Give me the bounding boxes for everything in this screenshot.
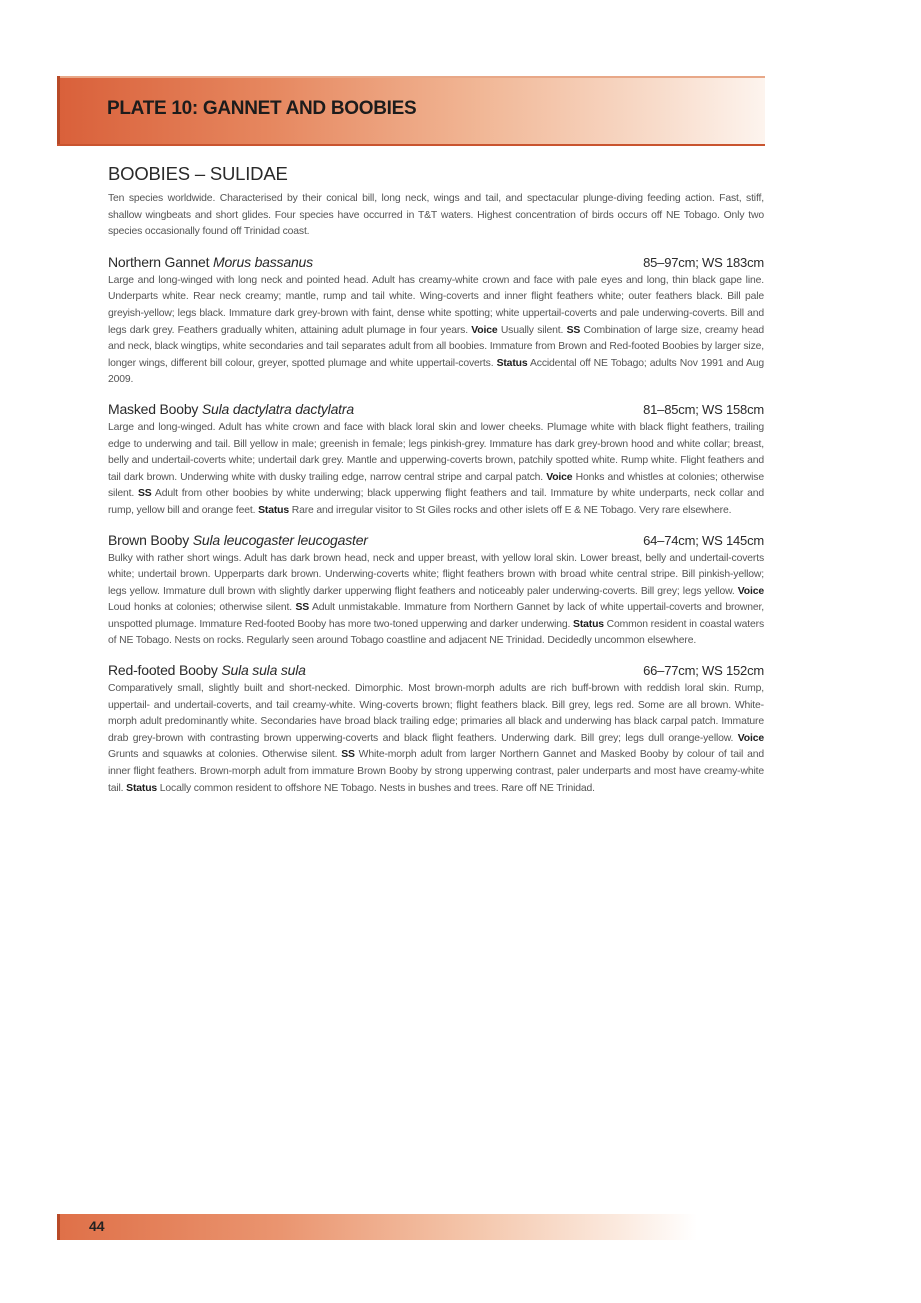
status-text: Rare and irregular visitor to St Giles rocks and other islets off E & NE Tobago. Very rare elsewhere.	[291, 504, 732, 516]
species-entry-red-footed-booby	[108, 662, 764, 797]
status-text: Accidental off NE Tobago; adults Nov 1991 and Aug 2009.	[108, 357, 764, 386]
banner-left-edge	[57, 76, 60, 146]
voice-text: Loud honks at colonies; otherwise silent.	[108, 602, 293, 614]
ss-text: White-morph adult from larger Northern Gannet and Masked Booby by colour of tail and inner flight feathers. Brown-morph adult from immature Brown Booby by strong upperwing contrast, paler underparts and most have creamy-white tail.	[108, 749, 764, 794]
description-text: Comparatively small, slightly built and short-necked. Dimorphic. Most brown-morph adults are rich buff-brown with reddish loral skin. Rump, uppertail- and undertail-coverts, and tail creamy-white. Wing-coverts brown; flight feathers black. Bill grey, legs red. Some are all brown. White-morph adult predominantly white. Secondaries have broad black trailing edge; primaries all black and underwing has black carpal patch. Immature drab grey-brown with contrasting brown upperwing-coverts and black flight feathers. Underwing dark. Bill grey; legs dull orange-yellow.	[108, 683, 764, 744]
common-name: Masked Booby	[108, 400, 199, 417]
description-text: Large and long-winged with long neck and pointed head. Adult has creamy-white crown and face with pale eyes and long, thin black gape line. Underparts white. Rear neck creamy; mantle, rump and tail white. Wing-coverts and inner flight feathers white; outer feathers black. Bill pale greyish-yellow; legs black. Immature dark grey-brown with faint, dense white spotting; white uppertail-coverts and pale underwing-coverts. Bill and legs dark grey. Feathers gradually whiten, attaining adult plumage in four years.	[108, 274, 764, 336]
scientific-name: Sula leucogaster leucogaster	[192, 531, 368, 548]
species-heading	[108, 401, 764, 417]
scientific-name: Morus bassanus	[213, 253, 313, 270]
species-heading	[108, 662, 764, 678]
common-name: Red-footed Booby	[108, 662, 218, 679]
banner-bottom-rule	[57, 144, 765, 146]
species-heading	[108, 254, 764, 270]
banner-top-rule	[57, 76, 765, 78]
family-title: BOOBIES – SULIDAE	[108, 163, 288, 184]
species-entry-brown-booby	[108, 532, 764, 651]
common-name: Northern Gannet	[108, 253, 210, 270]
description-text: Bulky with rather short wings. Adult has dark brown head, neck and upper breast, with yellow loral skin. Lower breast, belly and undertail-coverts white; undertail brown. Upperparts dark brown. Underwing-coverts white; flight feathers brown with broad white central stripe. Bill pinkish-yellow; legs yellow. Immature dull brown with slightly darker upperwing flight feathers and noticeably paler underwing-coverts. Bill grey; legs yellow.	[108, 552, 764, 597]
species-name	[108, 532, 368, 548]
scientific-name: Sula sula sula	[221, 662, 306, 679]
species-name	[108, 662, 306, 678]
main-content	[108, 163, 764, 809]
scientific-name: Sula dactylatra dactylatra	[201, 400, 354, 417]
status-label: Status	[496, 357, 528, 369]
plate-title: PLATE 10: GANNET AND BOOBIES	[107, 98, 417, 119]
description-text: Large and long-winged. Adult has white crown and face with black loral skin and lower cheeks. Plumage white with black flight feathers, trailing edge to underwing and tail. Bill yellow in male; greenish in female; legs pinkish-grey. Immature has dark grey-brown hood and white collar; breast, belly and undertail-coverts white; undertail dark grey. Mantle and upperwing-coverts brown, patchily spotted white. Rump white. Flight feathers and tail dark brown. Underwing white with dusky trailing edge, narrow central stripe and carpal patch.	[108, 421, 764, 483]
size-info: 81–85cm; WS 158cm	[643, 401, 764, 417]
status-label: Status	[258, 504, 289, 516]
voice-text: Usually silent.	[500, 324, 564, 336]
voice-text: Grunts and squawks at colonies. Otherwise silent.	[108, 749, 338, 761]
status-text: Common resident in coastal waters of NE Tobago. Nests on rocks. Regularly seen around Tobago coastline and adjacent NE Trinidad. Decidedly uncommon elsewhere.	[108, 618, 764, 647]
species-description	[108, 681, 764, 797]
ss-label: SS	[138, 488, 152, 500]
voice-label: Voice	[737, 585, 764, 597]
plate-header-banner	[57, 76, 765, 146]
page-number: 44	[89, 1218, 105, 1234]
species-heading	[108, 532, 764, 548]
ss-text: Combination of large size, creamy head and neck, black wingtips, white secondaries and tail separates adult from all boobies. Immature from Brown and Red-footed Boobies by larger size, longer wings, different bill colour, greyer, spotted plumage and white uppertail-coverts.	[108, 324, 764, 369]
voice-label: Voice	[546, 471, 573, 483]
status-text: Locally common resident to offshore NE Tobago. Nests in bushes and trees. Rare off NE Trinidad.	[159, 782, 595, 794]
ss-text: Adult from other boobies by white underwing; black upperwing flight feathers and tail. Immature by white underparts, neck collar and rump, yellow bill and orange feet.	[108, 488, 764, 516]
status-label: Status	[573, 618, 604, 630]
footer-banner	[57, 1214, 697, 1240]
size-info: 85–97cm; WS 183cm	[643, 254, 764, 270]
ss-text: Adult unmistakable. Immature from Northern Gannet by lack of white uppertail-coverts and browner, unspotted plumage. Immature Red-footed Booby has more two-toned upperwing and darker underwing.	[108, 602, 764, 630]
species-entry-northern-gannet	[108, 254, 764, 389]
status-label: Status	[126, 782, 158, 794]
voice-label: Voice	[737, 732, 764, 744]
size-info: 64–74cm; WS 145cm	[643, 532, 764, 548]
species-name	[108, 254, 313, 270]
species-description	[108, 551, 764, 651]
species-name	[108, 401, 354, 417]
species-description	[108, 420, 764, 520]
footer-left-edge	[57, 1214, 60, 1240]
ss-label: SS	[295, 602, 310, 614]
species-entry-masked-booby	[108, 401, 764, 520]
common-name: Brown Booby	[108, 531, 190, 548]
ss-label: SS	[566, 324, 581, 336]
voice-text: Honks and whistles at colonies; otherwise silent.	[108, 471, 764, 500]
family-intro: Ten species worldwide. Characterised by their conical bill, long neck, wings and tail, and spectacular plunge-diving feeding action. Fast, stiff, shallow wingbeats and short glides. Four species have occurred in T&T waters. Highest concentration of birds occurs off NE Tobago. Only two species occasionally found off Trinidad coast.	[108, 193, 764, 238]
species-description	[108, 273, 764, 389]
voice-label: Voice	[471, 324, 498, 336]
size-info: 66–77cm; WS 152cm	[643, 663, 764, 679]
ss-label: SS	[341, 749, 355, 761]
